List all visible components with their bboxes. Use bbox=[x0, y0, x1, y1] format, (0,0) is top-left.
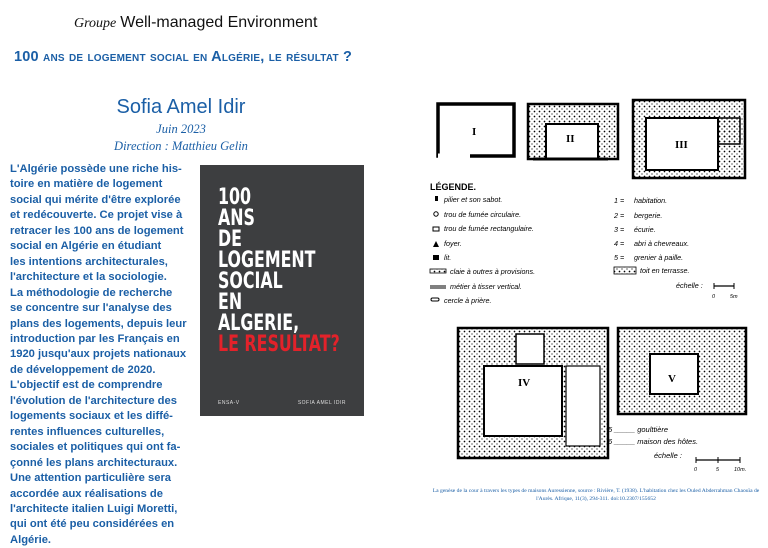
book-title-line: 100 bbox=[218, 185, 252, 210]
abstract-line: sociales et politiques qui ont fa- bbox=[10, 441, 181, 454]
abstract-line: toire en matière de logement bbox=[10, 178, 163, 191]
scale-label: échelle : bbox=[676, 281, 703, 290]
book-cover bbox=[200, 165, 364, 416]
abstract-line: l'architecture et la sociologie. bbox=[10, 271, 167, 284]
scale-tick: 5m bbox=[730, 294, 738, 300]
abstract-line: rentes influences culturelles, bbox=[10, 425, 165, 438]
abstract-text bbox=[10, 162, 196, 548]
plan-numeral: II bbox=[566, 133, 575, 145]
legend-title: LÉGENDE. bbox=[430, 182, 477, 192]
book-title-line: ANS bbox=[218, 206, 255, 231]
group-name: Well-managed Environment bbox=[120, 14, 318, 31]
abstract-line: social en Algérie en étudiant bbox=[10, 240, 162, 253]
abstract-line: 1920 jusqu'aux projets nationaux bbox=[10, 348, 187, 361]
legend-number: 1 = bbox=[614, 196, 625, 205]
legend-item: trou de fumée rectangulaire. bbox=[444, 224, 534, 233]
legend-item: claie à outres à provisions. bbox=[450, 267, 536, 276]
legend-item: trou de fumée circulaire. bbox=[444, 210, 522, 219]
scale-tick: 10m. bbox=[734, 467, 747, 473]
legend-item: cercle à prière. bbox=[444, 296, 492, 305]
abstract-line: La méthodologie de recherche bbox=[10, 286, 173, 299]
legend-item: foyer. bbox=[444, 239, 462, 248]
author-name: Sofia Amel Idir bbox=[116, 96, 246, 118]
legend-item: habitation. bbox=[634, 196, 668, 205]
abstract-line: l'évolution de l'architecture des bbox=[10, 394, 177, 407]
legend-number: 4 = bbox=[614, 239, 625, 248]
legend-item: bergerie. bbox=[634, 211, 663, 220]
legend-item: toit en terrasse. bbox=[640, 266, 690, 275]
legend-item: métier à tisser vertical. bbox=[450, 282, 522, 291]
abstract-line: logements sociaux et les diffé- bbox=[10, 410, 173, 423]
figure-caption: La genèse de la cour à travers les types de maisons Auressienne, source : Rivière, T. (1938). L'habitation chez les Ouled Abderrahman Chaouïa de l'Aurès. Afrique, 11(3), 294-311. doi:10.2307/155652 bbox=[432, 488, 760, 502]
group-header bbox=[74, 14, 317, 32]
plan-numeral: I bbox=[472, 126, 477, 138]
scale-tick: 0 bbox=[712, 294, 716, 300]
plan-numeral: III bbox=[675, 139, 688, 151]
plan-iii bbox=[633, 100, 745, 178]
abstract-line: l'architecte italien Luigi Moretti, bbox=[10, 502, 178, 515]
legend-number: 2 = bbox=[614, 211, 625, 220]
legend-item: abri à chevreaux. bbox=[634, 239, 690, 248]
abstract-line: L'Algérie possède une riche his- bbox=[10, 163, 182, 175]
plan-legend bbox=[430, 182, 738, 305]
abstract-line: et redécouverte. Ce projet vise à bbox=[10, 209, 183, 222]
book-cover-title bbox=[218, 187, 340, 355]
book-title-accent-line: LE RESULTAT? bbox=[218, 332, 340, 357]
plan-i bbox=[438, 104, 514, 156]
abstract-line: de développement de 2020. bbox=[10, 363, 156, 376]
scale-tick: 5 bbox=[716, 467, 720, 473]
house-plans-figure bbox=[418, 90, 768, 475]
abstract-line: retracer les 100 ans de logement bbox=[10, 224, 184, 237]
book-title-line: LOGEMENT bbox=[218, 248, 316, 273]
plan-note: 5 _____ goulttière bbox=[608, 425, 669, 434]
abstract-line: accordée aux réalisations de bbox=[10, 487, 163, 500]
plan-iv bbox=[458, 328, 608, 458]
direction-line: Direction : Matthieu Gelin bbox=[114, 139, 248, 153]
plan-numeral: IV bbox=[518, 377, 531, 389]
abstract-line: Une attention particulière sera bbox=[10, 472, 172, 485]
plan-numeral: V bbox=[668, 373, 676, 385]
book-footer-left: ENSA-V bbox=[218, 400, 240, 406]
plan-v bbox=[618, 328, 746, 414]
abstract-line: social qui mérite d'être explorée bbox=[10, 193, 181, 206]
book-footer-right: SOFIA AMEL IDIR bbox=[297, 400, 346, 406]
book-title-line: ALGERIE, bbox=[218, 311, 300, 336]
abstract-line: qui ont été peu considérées en bbox=[10, 518, 175, 531]
abstract-line: se concentre sur l'analyse des bbox=[10, 302, 172, 315]
page-title: 100 ans de logement social en Algérie, le résultat ? bbox=[14, 49, 353, 65]
date-line: Juin 2023 bbox=[156, 122, 206, 136]
legend-item: lit. bbox=[444, 253, 452, 262]
group-label: Groupe bbox=[74, 16, 117, 31]
book-title-line: DE bbox=[218, 227, 242, 252]
abstract-line: plans des logements, depuis leur bbox=[10, 317, 187, 330]
abstract-line: Algérie. bbox=[10, 533, 52, 546]
scale-label: échelle : bbox=[654, 451, 682, 460]
book-title-line: SOCIAL bbox=[218, 269, 283, 294]
legend-item: écurie. bbox=[634, 225, 656, 234]
plan-notes bbox=[608, 425, 746, 473]
legend-number: 3 = bbox=[614, 225, 625, 234]
scale-tick: 0 bbox=[694, 467, 698, 473]
abstract-line: L'objectif est de comprendre bbox=[10, 379, 163, 392]
abstract-line: introduction par les Français en bbox=[10, 332, 180, 345]
book-title-line: EN bbox=[218, 290, 243, 315]
plan-note: 6 _____ maison des hôtes. bbox=[608, 437, 699, 446]
legend-number: 5 = bbox=[614, 253, 625, 262]
legend-item: grenier à paille. bbox=[634, 253, 684, 262]
abstract-line: çonné les plans architecturaux. bbox=[10, 456, 178, 469]
legend-item: pilier et son sabot. bbox=[444, 195, 503, 204]
abstract-line: les intentions architecturales, bbox=[10, 255, 168, 268]
plan-ii bbox=[528, 104, 618, 159]
